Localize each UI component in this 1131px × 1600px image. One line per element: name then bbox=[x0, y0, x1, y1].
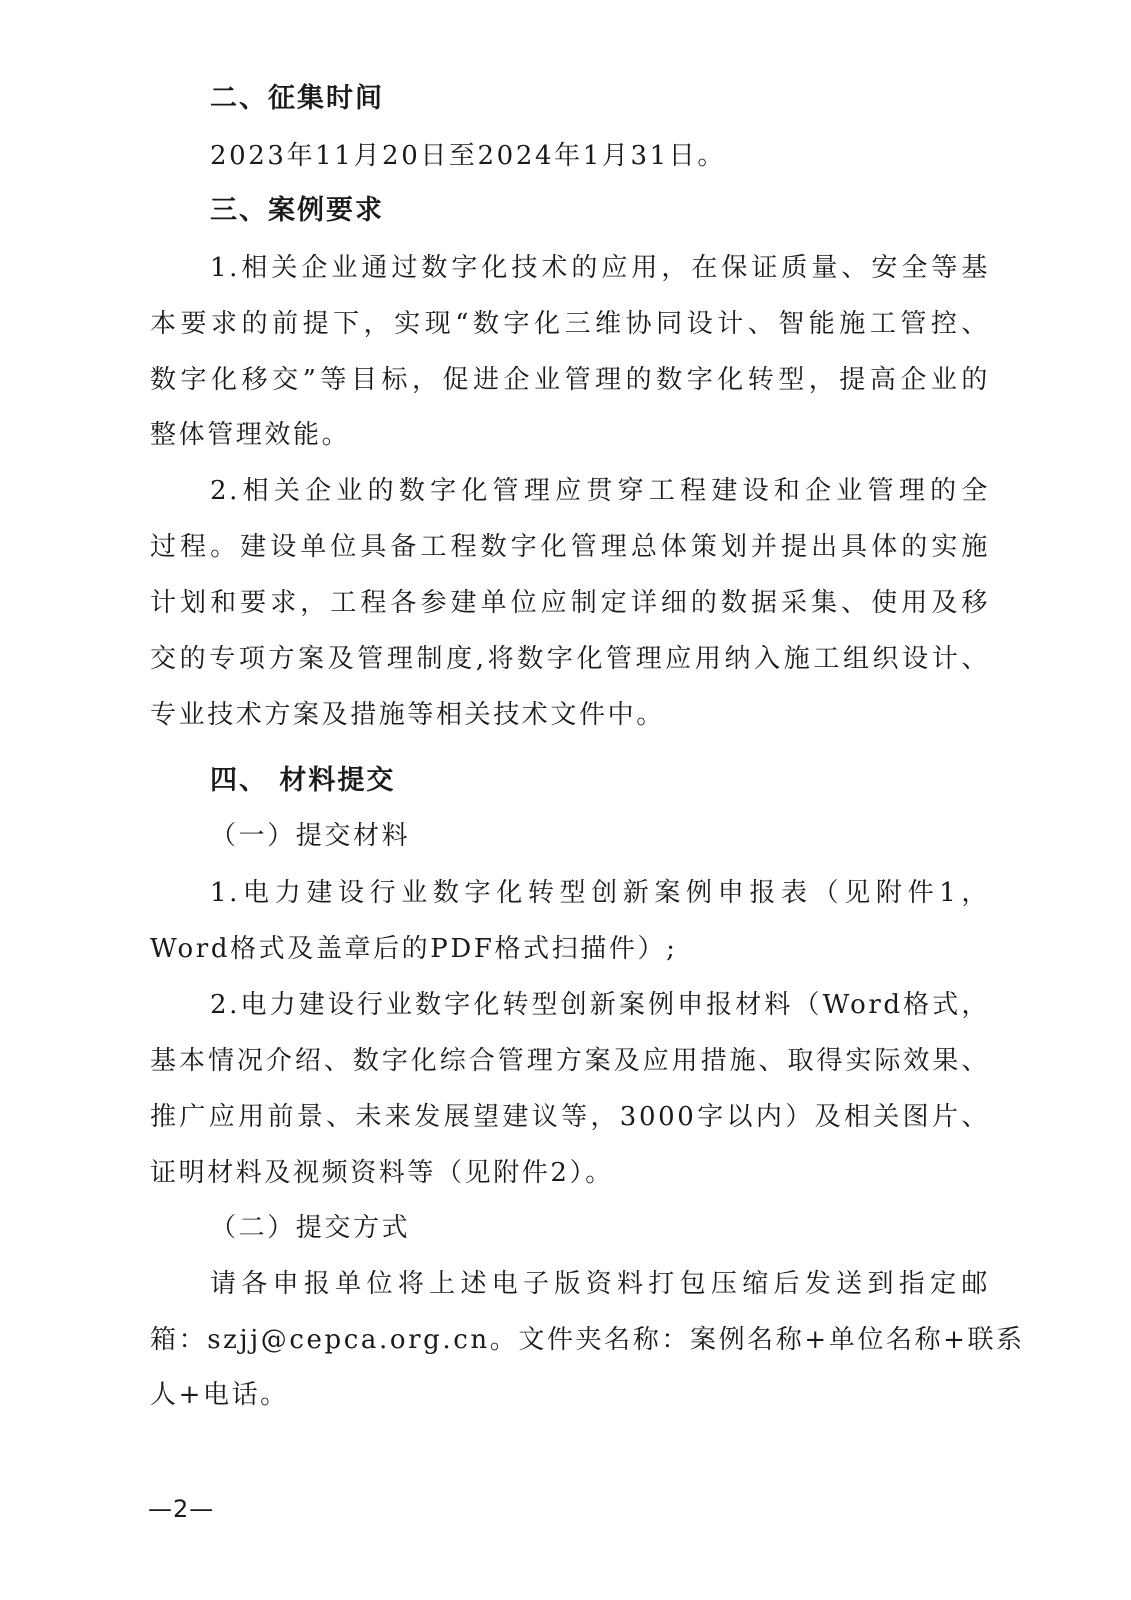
material-1-line: Word格式及盖章后的PDF格式扫描件）; bbox=[150, 934, 678, 964]
requirement-2-line: 2.相关企业的数字化管理应贯穿工程建设和企业管理的全 bbox=[210, 476, 990, 506]
section-heading-collection-time: 二、征集时间 bbox=[210, 83, 384, 114]
submission-line: 请各申报单位将上述电子版资料打包压缩后发送到指定邮 bbox=[210, 1269, 990, 1299]
material-2-line: 基本情况介绍、数字化综合管理方案及应用措施、取得实际效果、 bbox=[150, 1046, 990, 1076]
section-heading-case-requirements: 三、案例要求 bbox=[210, 195, 384, 226]
requirement-1-line: 整体管理效能。 bbox=[150, 420, 351, 450]
material-2-line: 证明材料及视频资料等（见附件2）。 bbox=[150, 1158, 614, 1188]
requirement-1-line: 数字化移交”等目标，促进企业管理的数字化转型，提高企业的 bbox=[150, 365, 990, 395]
material-2-line: 2.电力建设行业数字化转型创新案例申报材料（Word格式， bbox=[210, 990, 990, 1020]
material-1-line: 1.电力建设行业数字化转型创新案例申报表（见附件1， bbox=[210, 878, 990, 908]
subheading-submission-method: （二）提交方式 bbox=[210, 1213, 411, 1243]
requirement-2-line: 计划和要求，工程各参建单位应制定详细的数据采集、使用及移 bbox=[150, 588, 990, 618]
page-number: —2— bbox=[148, 1495, 215, 1523]
requirement-2-line: 过程。建设单位具备工程数字化管理总体策划并提出具体的实施 bbox=[150, 532, 990, 562]
submission-line: 箱：szjj@cepca.org.cn。文件夹名称：案例名称+单位名称+联系 bbox=[150, 1325, 1025, 1355]
material-2-line: 推广应用前景、未来发展望建议等，3000字以内）及相关图片、 bbox=[150, 1102, 990, 1132]
section-heading-material-submission: 四、 材料提交 bbox=[210, 765, 396, 796]
collection-period: 2023年11月20日至2024年1月31日。 bbox=[210, 141, 726, 171]
requirement-1-line: 本要求的前提下，实现“数字化三维协同设计、智能施工管控、 bbox=[150, 309, 990, 339]
subheading-submit-materials: （一）提交材料 bbox=[210, 821, 411, 851]
requirement-2-line: 交的专项方案及管理制度,将数字化管理应用纳入施工组织设计、 bbox=[150, 644, 990, 674]
requirement-1-line: 1.相关企业通过数字化技术的应用，在保证质量、安全等基 bbox=[210, 253, 990, 283]
submission-line: 人+电话。 bbox=[150, 1380, 289, 1410]
requirement-2-line: 专业技术方案及措施等相关技术文件中。 bbox=[150, 700, 665, 730]
